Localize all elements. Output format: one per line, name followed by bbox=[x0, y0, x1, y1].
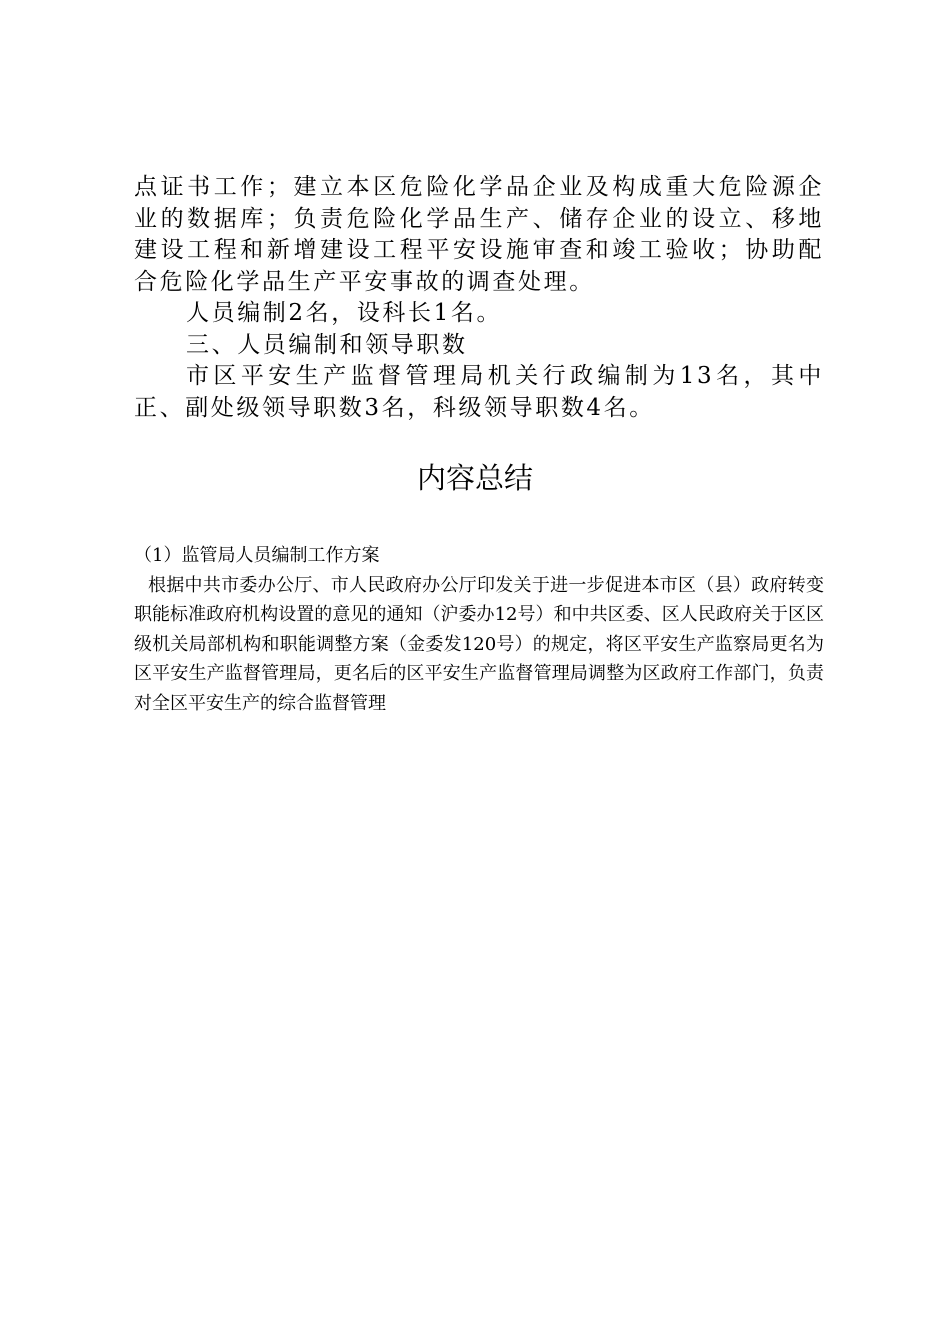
summary-heading: （1）监管局人员编制工作方案 bbox=[134, 545, 380, 566]
summary-title: 内容总结 bbox=[416, 461, 533, 495]
paragraph-administrative-staffing: 市区平安生产监督管理局机关行政编制为13名，其中正、副处级领导职数3名，科级领导职数4名。 bbox=[134, 363, 824, 421]
document-body bbox=[134, 172, 824, 424]
paragraph-staffing: 人员编制2名，设科长1名。 bbox=[186, 300, 503, 326]
summary-section bbox=[134, 541, 824, 718]
summary-body: 根据中共市委办公厅、市人民政府办公厅印发关于进一步促进本市区（县）政府转变职能标准政府机构设置的意见的通知（沪委办12号）和中共区委、区人民政府关于区区级机关局部机构和职能调整方案（金委发120号）的规定，将区平安生产监察局更名为区平安生产监督管理局，更名后的区平安生产监督管理局调整为区政府工作部门，负责对全区平安生产的综合监督管理 bbox=[134, 574, 824, 714]
paragraph-duties-continued: 点证书工作；建立本区危险化学品企业及构成重大危险源企业的数据库；负责危险化学品生产、储存企业的设立、移地建设工程和新增建设工程平安设施审查和竣工验收；协助配合危险化学品生产平安事故的调查处理。 bbox=[134, 174, 824, 295]
section-heading-staffing-leadership: 三、人员编制和领导职数 bbox=[186, 331, 468, 358]
